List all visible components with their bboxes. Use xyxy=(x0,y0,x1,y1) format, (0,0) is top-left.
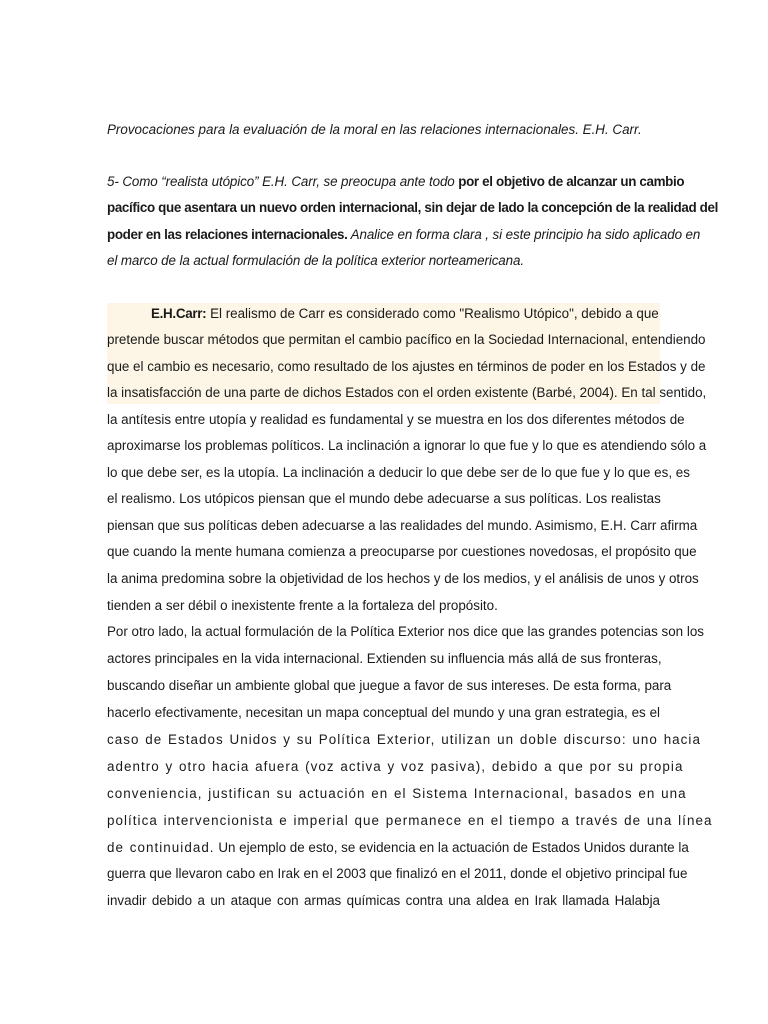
question-line-3 xyxy=(107,226,701,244)
answer-text: Un ejemplo de esto, se evidencia en la actuación de Estados Unidos durante la xyxy=(214,840,689,855)
spaced-line: conveniencia, justifican su actuación en el Sistema Internacional, basados en una xyxy=(107,786,687,801)
spaced-line: adentro y otro hacia afuera (voz activa y voz pasiva), debido a que por su propia xyxy=(107,759,684,774)
answer-line: tienden a ser débil o inexistente frente a la fortaleza del propósito. xyxy=(107,598,498,613)
answer-line: la insatisfacción de una parte de dichos Estados con el orden existente (Barbé, 2004). En tal sentido, xyxy=(107,385,707,400)
mixed-line xyxy=(107,839,689,857)
answer-text: El realismo de Carr es considerado como "Realismo Utópico", debido a que xyxy=(206,306,659,321)
final-line: guerra que llevaron cabo en Irak en el 2003 que finalizó en el 2011, donde el objetivo principal fue xyxy=(107,866,688,881)
answer-lead-label: E.H.Carr: xyxy=(151,306,207,321)
question-line-1 xyxy=(107,173,685,191)
spaced-line: política intervencionista e imperial que permanece en el tiempo a través de una línea xyxy=(107,813,713,828)
paragraph2-line: buscando diseñar un ambiente global que juegue a favor de sus intereses. De esta forma, para xyxy=(107,678,672,693)
answer-line: la antítesis entre utopía y realidad es fundamental y se muestra en los dos diferentes métodos de xyxy=(107,412,685,427)
question-text: 5- Como “realista utópico” E.H. Carr, se preocupa ante todo xyxy=(107,174,459,189)
answer-line: que cuando la mente humana comienza a preocuparse por cuestiones novedosas, el propósito que xyxy=(107,544,697,559)
question-emphasis: por el objetivo de alcanzar un cambio xyxy=(458,174,685,189)
document-title: Provocaciones para la evaluación de la moral en las relaciones internacionales. E.H. Carr. xyxy=(107,122,642,137)
answer-line: que el cambio es necesario, como resultado de los ajustes en términos de poder en los Estados y de xyxy=(107,359,706,374)
question-line-2: pacífico que asentara un nuevo orden internacional, sin dejar de lado la concepción de la realidad del xyxy=(107,200,718,215)
answer-line: lo que debe ser, es la utopía. La inclinación a deducir lo que debe ser de lo que fue y lo que es, es xyxy=(107,465,690,480)
spaced-text: de continuidad. xyxy=(107,840,215,855)
question-emphasis: poder en las relaciones internacionales. xyxy=(107,227,348,242)
question-text: Analice en forma clara , si este principio ha sido aplicado en xyxy=(347,227,701,242)
paragraph2-line: actores principales en la vida internacional. Extienden su influencia más allá de sus fronteras, xyxy=(107,651,662,666)
spaced-line: caso de Estados Unidos y su Política Exterior, utilizan un doble discurso: uno hacia xyxy=(107,732,701,747)
question-line-4: el marco de la actual formulación de la política exterior norteamericana. xyxy=(107,253,524,268)
answer-line: la anima predomina sobre la objetividad de los hechos y de los medios, y el análisis de unos y otros xyxy=(107,571,699,586)
answer-line: pretende buscar métodos que permitan el cambio pacífico en la Sociedad Internacional, entendiendo xyxy=(107,332,706,347)
paragraph2-line: hacerlo efectivamente, necesitan un mapa conceptual del mundo y una gran estrategia, es el xyxy=(107,705,660,720)
answer-line-1 xyxy=(151,305,660,323)
answer-line: el realismo. Los utópicos piensan que el mundo debe adecuarse a sus políticas. Los realistas xyxy=(107,491,661,506)
final-line: invadir debido a un ataque con armas químicas contra una aldea en Irak llamada Halabja xyxy=(107,893,660,908)
paragraph2-line: Por otro lado, la actual formulación de la Política Exterior nos dice que las grandes potencias son los xyxy=(107,624,704,639)
answer-line: piensan que sus políticas deben adecuarse a las realidades del mundo. Asimismo, E.H. Carr afirma xyxy=(107,518,698,533)
answer-line: aproximarse los problemas políticos. La inclinación a ignorar lo que fue y lo que es atendiendo sólo a xyxy=(107,438,707,453)
